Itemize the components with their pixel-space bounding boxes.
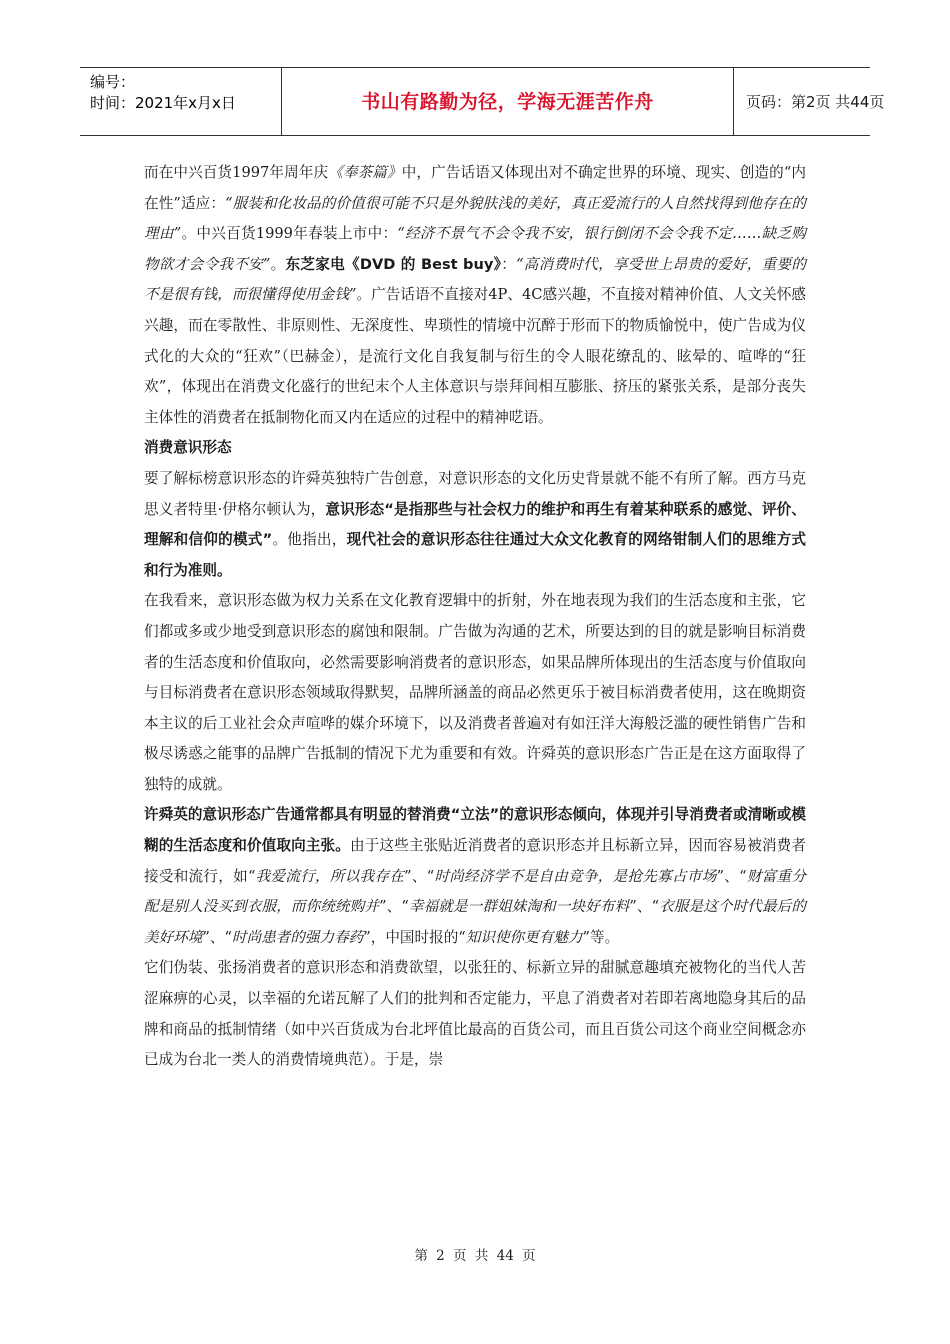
text-run: 。他指出，: [272, 531, 347, 549]
number-label: 编号：: [90, 73, 136, 91]
text-run: 中，广告话语又体现出对不确定世界的环境、现实、创造的“内在性”适应：: [144, 164, 806, 212]
quote-italic: 幸福就是一群姐妹淘和一块好布料: [408, 898, 630, 916]
text-run: ”等。: [582, 928, 620, 946]
time-label: 时间：2021年x月x日: [90, 94, 236, 112]
paragraph-3: 在我看来，意识形态做为权力关系在文化教育逻辑中的折射，外在地表现为我们的生活态度和主张，它们都或多或少地受到意识形态的腐蚀和限制。广告做为沟通的艺术，所要达到的目的就是影响目标消费者的生活态度和价值取向，必然需要影响消费者的意识形态，如果品牌所体现出的生活态度与价值取向与目标消费者在意识形态领域取得默契，品牌所涵盖的商品必然更乐于被目标消费者使用，这在晚期资本主议的后工业社会众声喧哗的媒介环境下，以及消费者普遍对有如汪洋大海般泛滥的硬性销售广告和极尽诱惑之能事的品牌广告抵制的情况下尤为重要和有效。许舜英的意识形态广告正是在这方面取得了独特的成就。: [144, 592, 806, 793]
quote-italic: 时尚经济学不是自由竞争，是抢先寡占市场: [434, 867, 717, 885]
text-run: 。: [270, 255, 286, 273]
text-run: 要了解标榜意识形态的许舜英独特广告创意，对意识形态的文化历史背景就不能不有所了解。西方马克思义者特里·伊格尔顿认为，: [144, 469, 806, 518]
text-run: 而在中兴百货1997年周年庆: [144, 164, 329, 181]
motto-text: 书山有路勤为径，学海无涯苦作舟: [361, 91, 654, 113]
page-footer: 第 2 页 共 44 页: [414, 1248, 536, 1264]
text-run: ”、“: [716, 867, 747, 885]
text-run: ”，中国时报的“: [363, 928, 466, 946]
body-text: [144, 158, 806, 1076]
header-table: [80, 67, 885, 136]
paragraph-5: 它们伪装、张扬消费者的意识形态和消费欲望，以张狂的、标新立异的甜腻意趣填充被物化的当代人苦涩麻痹的心灵，以幸福的允诺瓦解了人们的批判和否定能力，平息了消费者对若即若离地隐身其后的品牌和商品的抵制情绪（如中兴百货成为台北坪值比最高的百货公司，而且百货公司这个商业空间概念亦已成为台北一类人的消费情境典范）。于是，崇: [144, 959, 806, 1069]
quote-italic: 财富重分配是别人没买到衣服，而你统统购并: [144, 867, 806, 916]
title-italic: 《奉茶篇》: [328, 164, 402, 181]
text-run: ”、“: [629, 898, 660, 916]
section-heading: 消费意识形态: [144, 439, 232, 457]
text-run: ”、“: [404, 867, 435, 885]
text-run: 由于这些主张贴近消费者的意识形态并且标新立异，因而容易被消费者接受和流行，如“: [144, 837, 806, 885]
quote-italic: 我爱流行，所以我存在: [255, 867, 405, 885]
quote-italic: “高消费时代，享受世上昂贵的爱好，重要的不是很有钱，而很懂得使用金钱”: [144, 255, 806, 304]
quote-italic: 知识使你更有魅力: [465, 928, 583, 946]
bold-run: 东芝家电《DVD 的 Best buy》: [285, 255, 502, 273]
paragraph-1: [144, 158, 806, 433]
quote-italic: “服装和化妆品的价值很可能不只是外貌肤浅的美好，真正爱流行的人自然找得到他存在的理由”: [144, 194, 806, 243]
quote-italic: “经济不景气不会令我不安，银行倒闭不会令我不定……缺乏购物欲才会令我不安”: [144, 225, 806, 273]
header-meta-cell: [80, 68, 282, 135]
text-run: ：: [501, 255, 517, 273]
text-run: ”、“: [379, 898, 409, 916]
header-motto-cell: [282, 68, 734, 135]
text-run: ”、“: [202, 928, 232, 946]
bold-run: 许舜英的意识形态广告通常都具有明显的替消费“立法”的意识形态倾向，体现并引导消费者或清晰或模糊的生活态度和价值取向主张。: [144, 806, 806, 855]
text-run: 。广告话语不直接对4P、4C感兴趣，不直接对精神价值、人文关怀感兴趣，而在零散性、非原则性、无深度性、卑琐性的情境中沉醉于形而下的物质愉悦中，使广告成为仪式化的大众的“狂欢”（巴赫金），是流行文化自我复制与衍生的令人眼花缭乱的、眩晕的、喧哗的“狂欢”，体现出在消费文化盛行的世纪末个人主体意识与崇拜间相互膨胀、挤压的紧张关系，是部分丧失主体性的消费者在抵制物化而又内在适应的过程中的精神呓语。: [144, 286, 806, 426]
header-page-cell: [734, 68, 885, 135]
bold-run: 意识形态“是指那些与社会权力的维护和再生有着某种联系的感觉、评价、理解和信仰的模式”: [144, 500, 806, 549]
page-info: 页码：第2页 共44页: [746, 93, 885, 111]
quote-italic: 衣服是这个时代最后的美好环境: [144, 898, 806, 946]
quote-italic: 时尚患者的强力春药: [231, 928, 364, 946]
paragraph-2: [144, 464, 806, 586]
bold-run: 现代社会的意识形态往往通过大众文化教育的网络钳制人们的思维方式和行为准则。: [144, 531, 806, 579]
text-run: 。中兴百货1999年春装上市中：: [181, 225, 398, 243]
paragraph-4: [144, 800, 806, 953]
